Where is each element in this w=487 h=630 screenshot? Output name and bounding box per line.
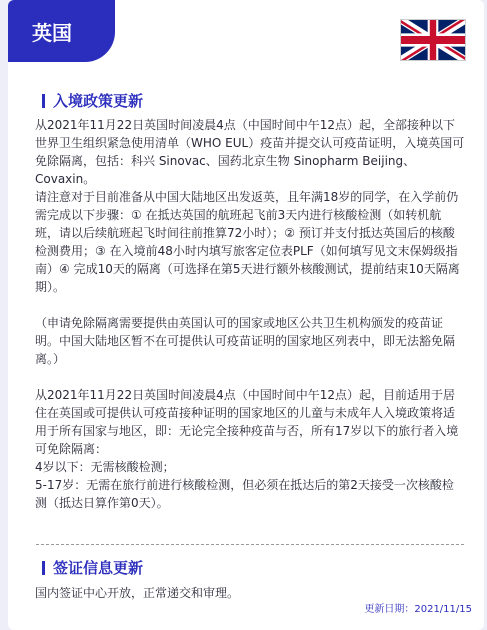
entry-paragraph-5: 4岁以下：无需核酸检测；	[35, 460, 175, 474]
entry-policy-title: 入境政策更新	[53, 92, 144, 110]
entry-paragraph-1: 从2021年11月22日英国时间凌晨4点（中国时间中午12点）起，全部接种以下世界卫生组织紧急使用清单（WHO EUL）疫苗并提交认可疫苗证明，入境英国可免除隔离，包括：科兴 Sinovac、国药北京生物 Sinopharm Beijing、Covaxin。	[35, 118, 465, 186]
heading-bar	[42, 561, 45, 575]
section-divider	[36, 544, 464, 545]
country-card	[8, 0, 484, 630]
heading-bar	[42, 94, 45, 108]
country-name: 英国	[32, 20, 72, 45]
uk-flag-icon	[400, 19, 466, 61]
entry-paragraph-2: 请注意对于目前准备从中国大陆地区出发返英，且年满18岁的同学，在入学前仍需完成以下步骤：① 在抵达英国的航班起飞前3天内进行核酸检测（如转机航班，请以后续航班起飞时间往前推算72小时）；② 预订并支付抵达英国后的核酸检测费用；③ 在入境前48小时内填写旅客定位表PLF（如何填写见文末保姆级指南）④ 完成10天的隔离（可选择在第5天进行额外核酸测试，提前结束10天隔离期）。	[35, 190, 460, 294]
entry-paragraph-4: 从2021年11月22日英国时间凌晨4点（中国时间中午12点）起，目前适用于居住在英国或可提供认可疫苗接种证明的国家地区的儿童与未成年人入境政策将适用于所有国家与地区，即：无论完全接种疫苗与否，所有17岁以下的旅行者入境可免除隔离：	[35, 388, 459, 456]
entry-policy-heading	[42, 90, 143, 111]
country-tab	[8, 0, 115, 62]
entry-paragraph-6: 5-17岁：无需在旅行前进行核酸检测，但必须在抵达后的第2天接受一次核酸检测（抵达日算作第0天）。	[35, 478, 454, 510]
update-date: 更新日期：2021/11/15	[364, 604, 472, 615]
entry-policy-body	[35, 116, 465, 512]
visa-info-title: 签证信息更新	[53, 559, 144, 577]
entry-paragraph-3: （申请免除隔离需要提供由英国认可的国家或地区公共卫生机构颁发的疫苗证明。中国大陆地区暂不在可提供认可疫苗证明的国家地区列表中，即无法豁免隔离。）	[35, 316, 456, 366]
visa-paragraph-1: 国内签证中心开放，正常递交和审理。	[35, 586, 240, 600]
visa-info-heading	[42, 557, 143, 578]
